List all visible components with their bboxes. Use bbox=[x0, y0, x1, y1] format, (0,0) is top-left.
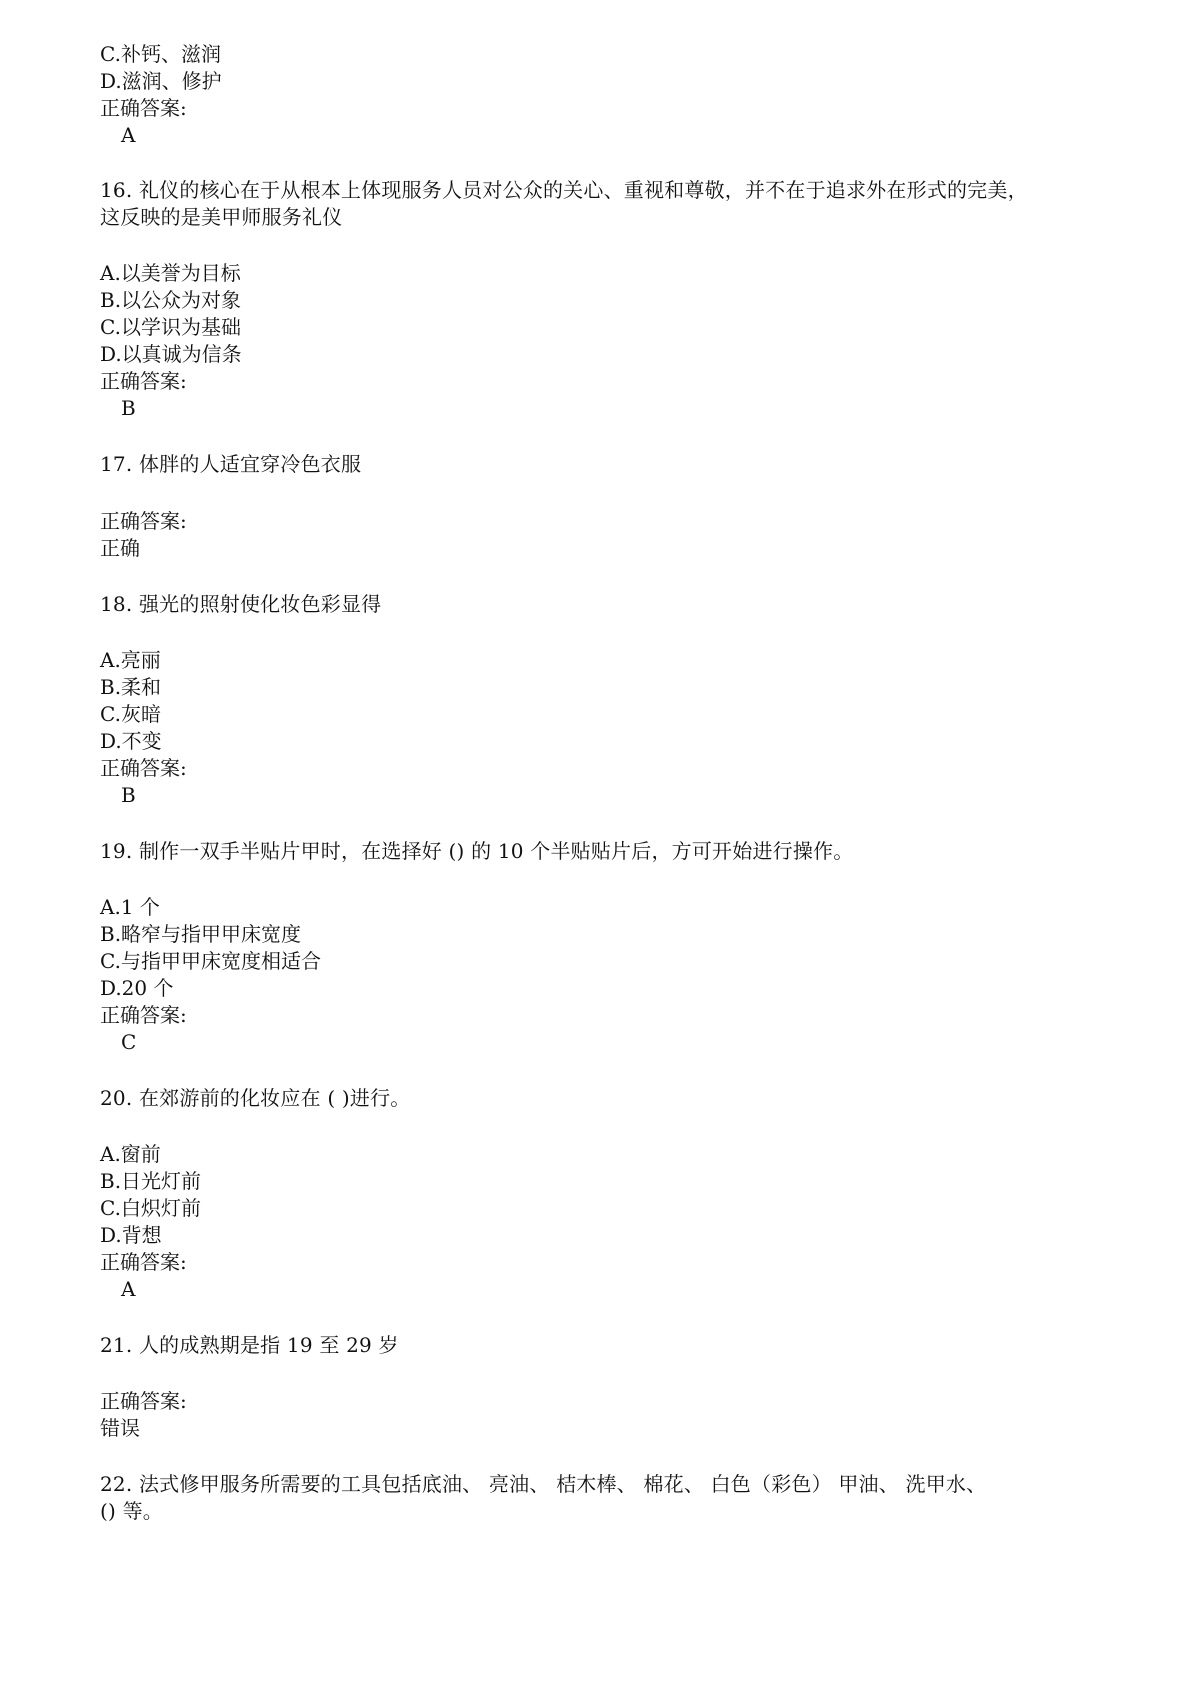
question-16-answer: B bbox=[121, 396, 136, 420]
question-18-option-b: B.柔和 bbox=[100, 675, 162, 699]
question-18-answer: B bbox=[121, 783, 136, 807]
question-16-option-c: C.以学识为基础 bbox=[100, 315, 241, 339]
question-18-stem: 18. 强光的照射使化妆色彩显得 bbox=[100, 592, 382, 616]
question-20-option-b: B.日光灯前 bbox=[100, 1169, 202, 1193]
question-22-stem: 22. 法式修甲服务所需要的工具包括底油、 亮油、 桔木棒、 棉花、 白色（彩色） 甲油、 洗甲水、 bbox=[100, 1472, 987, 1496]
question-19-stem: 19. 制作一双手半贴片甲时，在选择好 () 的 10 个半贴贴片后，方可开始进行操作。 bbox=[100, 839, 854, 863]
answer-value: A bbox=[121, 123, 136, 147]
question-16-option-d: D.以真诚为信条 bbox=[100, 342, 242, 366]
question-17-answer-label: 正确答案: bbox=[100, 509, 187, 533]
question-16-option-a: A.以美誉为目标 bbox=[100, 261, 241, 285]
question-18-option-c: C.灰暗 bbox=[100, 702, 161, 726]
question-19-answer: C bbox=[121, 1030, 137, 1054]
question-21-answer: 错误 bbox=[100, 1416, 140, 1440]
question-20-option-d: D.背想 bbox=[100, 1223, 162, 1247]
question-19-option-c: C.与指甲甲床宽度相适合 bbox=[100, 949, 321, 973]
answer-label: 正确答案: bbox=[100, 96, 187, 120]
question-20-answer-label: 正确答案: bbox=[100, 1250, 187, 1274]
option-d: D.滋润、修护 bbox=[100, 69, 222, 93]
question-20-option-c: C.白炽灯前 bbox=[100, 1196, 201, 1220]
question-19-answer-label: 正确答案: bbox=[100, 1003, 187, 1027]
question-17-stem: 17. 体胖的人适宜穿冷色衣服 bbox=[100, 452, 362, 476]
question-20-answer: A bbox=[121, 1277, 136, 1301]
question-16-stem-cont: 这反映的是美甲师服务礼仪 bbox=[100, 205, 343, 229]
question-20-option-a: A.窗前 bbox=[100, 1142, 161, 1166]
question-19-option-b: B.略窄与指甲甲床宽度 bbox=[100, 922, 302, 946]
question-22-stem-cont: () 等。 bbox=[100, 1499, 163, 1523]
question-18-answer-label: 正确答案: bbox=[100, 756, 187, 780]
question-20-stem: 20. 在郊游前的化妆应在 ( )进行。 bbox=[100, 1086, 411, 1110]
question-17-answer: 正确 bbox=[100, 536, 140, 560]
question-21-stem: 21. 人的成熟期是指 19 至 29 岁 bbox=[100, 1333, 399, 1357]
question-19-option-a: A.1 个 bbox=[100, 895, 160, 919]
question-21-answer-label: 正确答案: bbox=[100, 1389, 187, 1413]
question-16-stem: 16. 礼仪的核心在于从根本上体现服务人员对公众的关心、重视和尊敬，并不在于追求外在形式的完美， bbox=[100, 178, 1028, 202]
option-c: C.补钙、滋润 bbox=[100, 42, 221, 66]
question-18-option-a: A.亮丽 bbox=[100, 648, 161, 672]
question-18-option-d: D.不变 bbox=[100, 729, 162, 753]
question-16-option-b: B.以公众为对象 bbox=[100, 288, 242, 312]
question-19-option-d: D.20 个 bbox=[100, 976, 174, 1000]
question-16-answer-label: 正确答案: bbox=[100, 369, 187, 393]
